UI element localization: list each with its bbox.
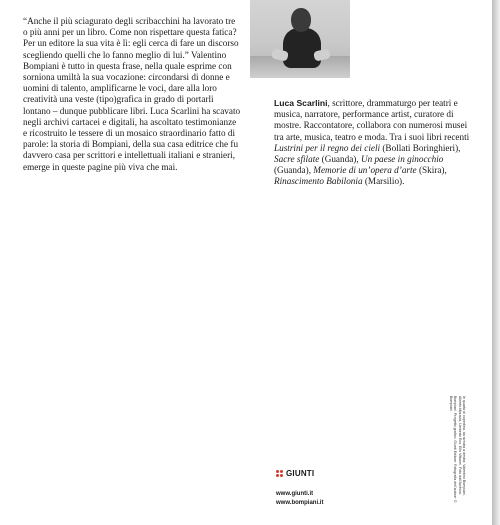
author-name: Luca Scarlini (274, 98, 328, 108)
logo-text: GIUNTI (286, 469, 315, 478)
book-title-1: Lustrini per il regno dei cieli (274, 142, 381, 153)
bio-intro: , scrittore, drammaturgo per teatri e musica, narratore, performance artist, curatore di mostre. Raccontatore, collabora con numerosi musei tra arte, musica, teatro e moda. Tra i suoi libri recenti (274, 98, 470, 142)
book-publisher-5: (Marsilio). (362, 176, 405, 187)
book-publisher-1: (Bollati Boringhieri), (380, 142, 461, 153)
book-publisher-2: (Guanda), (319, 154, 361, 165)
photo-figure-head (291, 8, 311, 32)
book-title-2: Sacre sfilate (274, 154, 320, 165)
publisher-logo (276, 469, 314, 478)
url-giunti[interactable]: www.giunti.it (276, 491, 314, 497)
book-title-3: Un paese in ginocchio (360, 154, 444, 165)
cover-blurb (23, 16, 241, 173)
book-publisher-4: (Skira), (416, 165, 447, 176)
page-edge-shadow (492, 0, 500, 525)
publisher-urls (276, 490, 323, 507)
credits-text: In quarta di copertina, da sinistra a destra: Valentino Bompiani, Alberto Moravia, Umberto Eco, Elio Vittorini. Foto dall’Archivio Bompiani. Progetto grafico: Giunti Editore. Fotografia dell’autore: © Bompiani. (448, 396, 466, 503)
author-photo (250, 0, 350, 78)
photo-credits (448, 396, 466, 504)
photo-figure-body (283, 28, 321, 68)
url-bompiani[interactable]: www.bompiani.it (276, 499, 324, 506)
author-bio (274, 98, 470, 188)
book-publisher-3: (Guanda), (274, 165, 314, 176)
blurb-text: “Anche il più sciagurato degli scribacchini ha lavorato tre o più anni per un libro. Come non rispettare questa fatica? Per un editore la sua vita è lì: egli cerca di fare un discorso scegliendo quelli che lo fanno meglio di lui.” Valentino Bompiani è tutto in questa frase, nella quale esprime con sorniona umiltà la sua vocazione: circondarsi di donne e uomini di talento, amplificarne le voci, dare alla loro creatività una veste (tipo)grafica in grado di portarli lontano – dunque pubblicare libri. Luca Scarlini ha scavato negli archivi cartacei e digitali, ha ascoltato testimonianze e ricostruito le tessere di un mosaico straordinario fatto di parole: la storia di Bompiani, della sua casa editrice che fu davvero casa per scrittori e intellettuali italiani e stranieri, emerge in queste pagine più viva che mai. (23, 16, 241, 172)
book-title-4: Memorie di un’opera d’arte (313, 165, 417, 176)
giunti-logo-icon (276, 470, 284, 478)
book-title-5: Rinascimento Babilonia (274, 176, 363, 187)
